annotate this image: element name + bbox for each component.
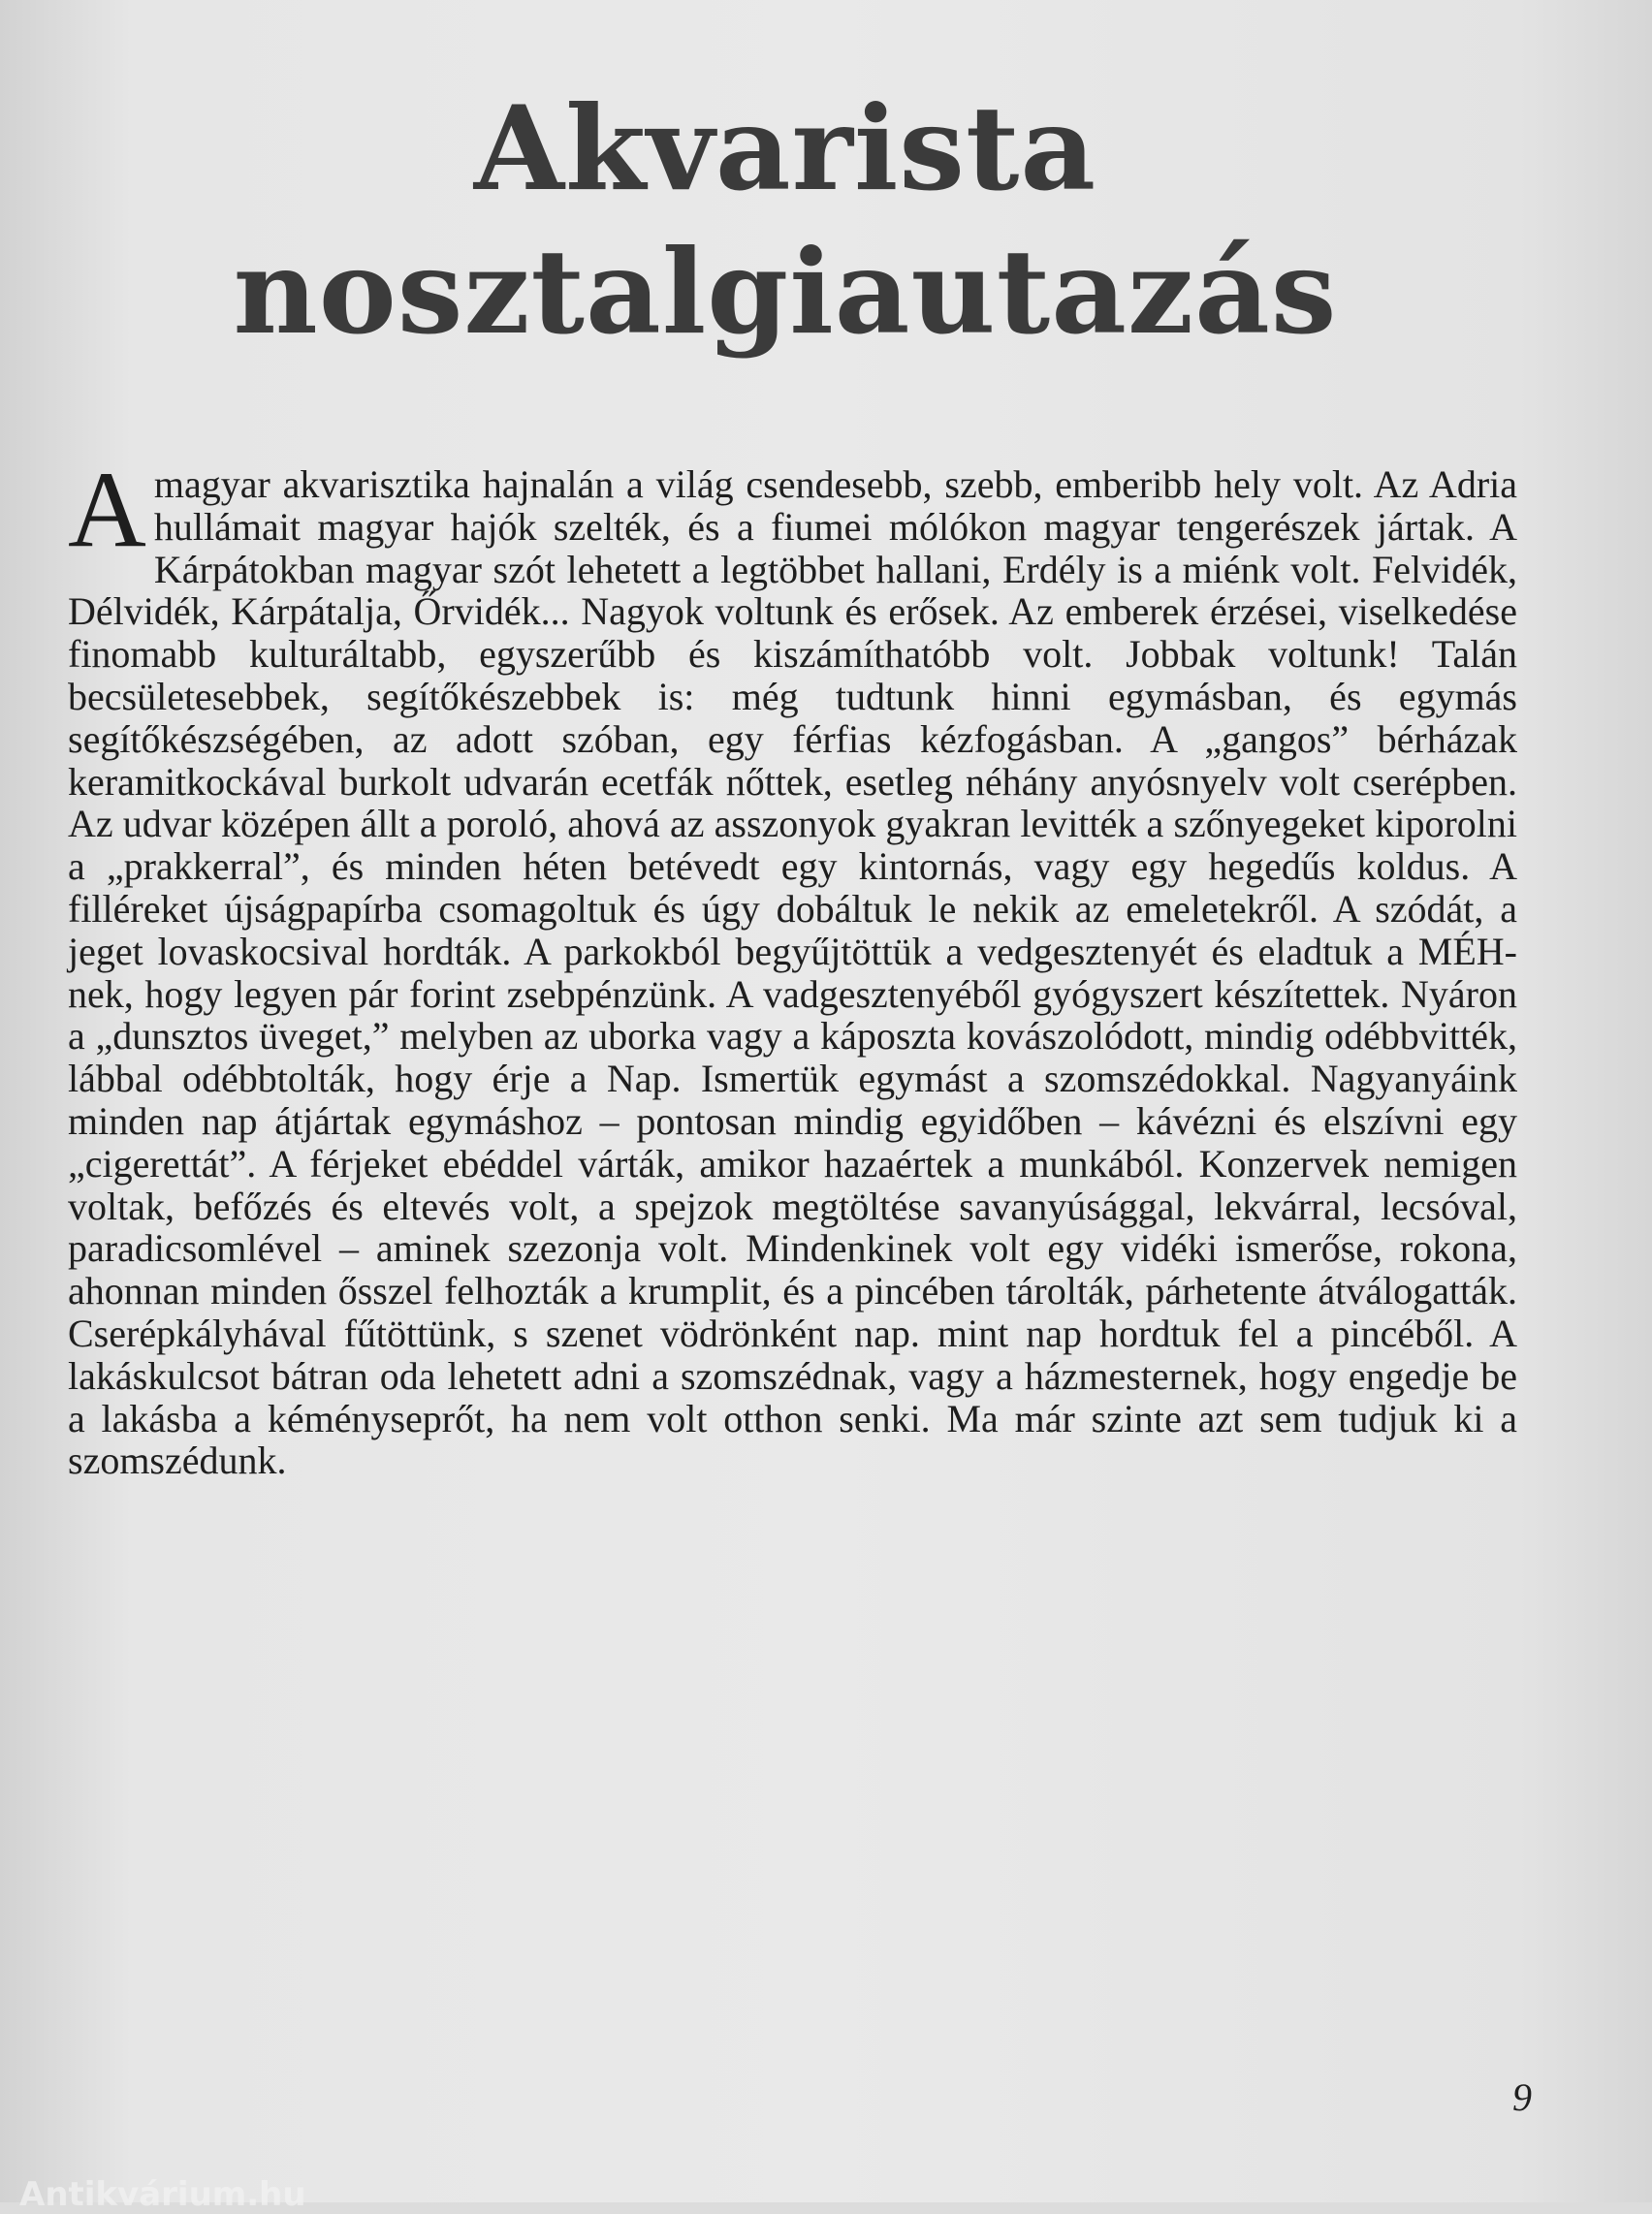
- chapter-title-line-2: nosztalgiautazás: [233, 224, 1338, 361]
- watermark: Antikvárium.hu: [19, 2175, 306, 2214]
- page-number: 9: [1512, 2075, 1532, 2119]
- chapter-title-line-1: Akvarista: [473, 80, 1097, 217]
- paragraph-text: magyar akvarisztika hajnalán a világ csendesebb, szebb, emberibb hely volt. Az Adria hullámait magyar hajók szelték, és a fiumei mólókon magyar tengerészek jártak. A Kárpátokban magyar szót lehetett a legtöbbet hallani, Erdély is a miénk volt. Felvidék, Délvidék, Kárpátalja, Őrvidék... Nagyok voltunk és erősek. Az emberek érzései, viselkedése finomabb kulturáltabb, egyszerűbb és kiszámíthatóbb volt. Jobbak voltunk! Talán becsületesebbek, segítőkészebbek is: még tudtunk hinni egymásban, és egymás segítőkészségében, az adott szóban, egy férfias kézfogásban. A „gangos” bérházak keramitkockával burkolt udvarán ecetfák nőttek, esetleg néhány anyósnyelv volt cserépben. Az udvar középen állt a poroló, ahová az asszonyok gyakran levitték a szőnyegeket kiporolni a „prakkerral”, és minden héten betévedt egy kintornás, vagy egy hegedűs koldus. A filléreket újságpapírba csomagoltuk és úgy dobáltuk le nekik az emeletekről. A szódát, a jeget lovaskocsival hordták. A parkokból begyűjtöttük a vedgesztenyét és eladtuk a MÉH-nek, hogy legyen pár forint zsebpénzünk. A vadgesztenyéből gyógyszert készítettek. Nyáron a „dunsztos üveget,” melyben az uborka vagy a káposzta kovászolódott, mindig odébbvitték, lábbal odébbtolták, hogy érje a Nap. Ismertük egymást a szomszédokkal. Nagyanyáink minden nap átjártak egymáshoz – pontosan mindig egyidőben – kávézni és elszívni egy „cigerettát”. A férjeket ebéddel várták, amikor hazaértek a munkából. Konzervek nemigen voltak, befőzés és eltevés volt, a spejzok megtöltése savanyúsággal, lekvárral, lecsóval, paradicsomlével – aminek szezonja volt. Mindenkinek volt egy vidéki ismerőse, rokona, ahonnan minden ősszel felhozták a krumplit, és a pincében tárolták, párhetente átválogatták. Cserépkályhával fűtöttünk, s szenet vödrönként nap. mint nap hordtuk fel a pincéből. A lakáskulcsot bátran oda lehetett adni a szomszédnak, vagy a házmesternek, hogy engedje be a lakásba a kéményseprőt, ha nem volt otthon senki. Ma már szinte azt sem tudjuk ki a szomszédunk.: [68, 462, 1517, 1483]
- chapter-body-paragraph: [68, 450, 1517, 1483]
- drop-cap-letter: A: [68, 450, 146, 570]
- chapter-title: [0, 78, 1571, 364]
